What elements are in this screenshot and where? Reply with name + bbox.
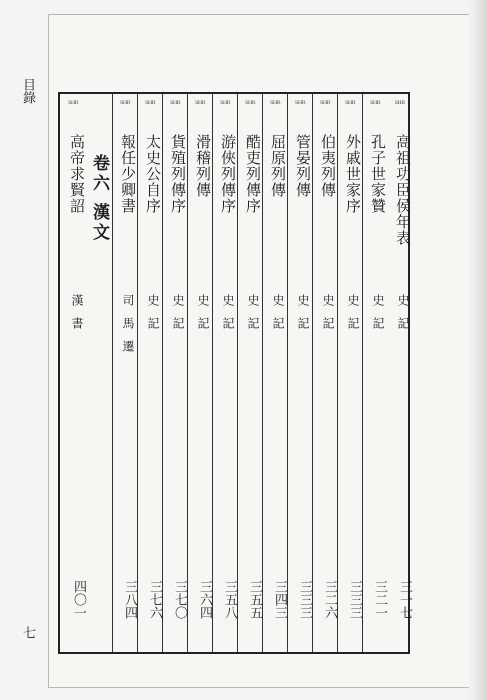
entry-title: 高帝求賢詔 xyxy=(68,134,86,214)
entry-tag: SHR xyxy=(269,100,281,106)
toc-entry[interactable] xyxy=(287,94,312,652)
entry-tag: SHR xyxy=(294,100,306,106)
entry-title: 屈原列傳 xyxy=(269,134,287,198)
entry-title: 外戚世家序 xyxy=(344,134,362,214)
toc-entry[interactable] xyxy=(60,94,86,652)
entry-tag: SHR xyxy=(119,100,131,106)
entry-page: 三八四 xyxy=(122,580,137,619)
entry-author: 史記 xyxy=(146,294,160,340)
entry-page: 三一七 xyxy=(397,580,412,619)
entry-page: 三二六 xyxy=(322,580,337,619)
entry-title: 伯夷列傳 xyxy=(319,134,337,198)
entry-title: 管晏列傳 xyxy=(294,134,312,198)
scan-edge-shadow xyxy=(469,0,487,700)
entry-author: 史記 xyxy=(371,294,385,340)
entry-page: 三四三 xyxy=(272,580,287,619)
toc-entry[interactable] xyxy=(237,94,262,652)
volume-heading: 卷六 漢文 xyxy=(89,154,109,243)
entry-author: 史記 xyxy=(296,294,310,340)
entry-author: 史記 xyxy=(246,294,260,340)
entry-tag: SHR xyxy=(394,100,405,106)
entry-page: 三二一 xyxy=(372,580,387,619)
volume-heading-column xyxy=(86,94,112,652)
entry-author: 史記 xyxy=(196,294,210,340)
entry-tag: SHR xyxy=(344,100,356,106)
entry-author: 史記 xyxy=(396,294,410,340)
entry-page: 四〇一 xyxy=(71,580,86,619)
entry-title: 太史公自序 xyxy=(144,134,162,214)
entry-tag: SHR xyxy=(244,100,256,106)
entry-title: 孔子世家贊 xyxy=(369,134,387,214)
entry-title: 滑稽列傳 xyxy=(194,134,212,198)
table-of-contents-frame xyxy=(58,92,410,654)
entry-tag: SHR xyxy=(219,100,231,106)
entry-page: 三七六 xyxy=(147,580,162,619)
entry-title: 貨殖列傳序 xyxy=(169,134,187,214)
toc-entry[interactable] xyxy=(337,94,362,652)
entry-author: 史記 xyxy=(171,294,185,340)
toc-entry[interactable] xyxy=(137,94,162,652)
entry-tag: SHR xyxy=(169,100,181,106)
entry-tag: SHR xyxy=(67,100,79,106)
entry-title: 游俠列傳序 xyxy=(219,134,237,214)
entry-title: 高祖功臣侯年表 xyxy=(394,134,412,246)
toc-entry[interactable] xyxy=(262,94,287,652)
entry-author: 史記 xyxy=(346,294,360,340)
entry-page: 三五八 xyxy=(222,580,237,619)
entry-author: 司馬遷 xyxy=(121,294,135,363)
toc-entry[interactable] xyxy=(187,94,212,652)
entry-page: 三六四 xyxy=(197,580,212,619)
toc-entry[interactable] xyxy=(212,94,237,652)
toc-entry[interactable] xyxy=(312,94,337,652)
entry-page: 三五五 xyxy=(247,580,262,619)
toc-entry[interactable] xyxy=(362,94,387,652)
toc-entry[interactable] xyxy=(112,94,137,652)
entry-tag: SHR xyxy=(369,100,381,106)
entry-tag: SHR xyxy=(194,100,206,106)
entry-author: 史記 xyxy=(271,294,285,340)
entry-author: 史記 xyxy=(321,294,335,340)
page-folio: 七 xyxy=(20,626,35,639)
entry-tag: SHR xyxy=(144,100,156,106)
entry-tag: SHR xyxy=(319,100,331,106)
entry-author: 史記 xyxy=(221,294,235,340)
toc-entry[interactable] xyxy=(387,94,412,652)
entry-author: 漢書 xyxy=(70,294,84,340)
entry-title: 酷吏列傳序 xyxy=(244,134,262,214)
toc-entry[interactable] xyxy=(162,94,187,652)
entry-page: 三七〇 xyxy=(172,580,187,619)
entry-page: 三三三 xyxy=(297,580,312,619)
entry-title: 報任少卿書 xyxy=(119,134,137,214)
margin-label: 目錄 xyxy=(20,78,35,104)
entry-page: 三三三 xyxy=(347,580,362,619)
